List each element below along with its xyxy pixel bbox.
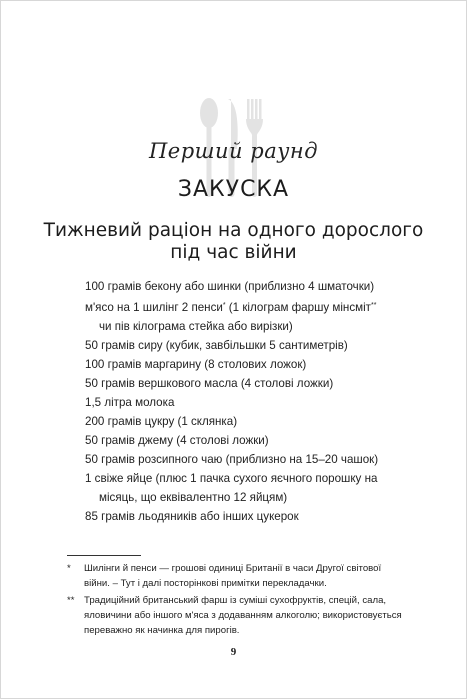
footnote <box>67 593 407 638</box>
ration-item-text: 50 грамів джему (4 столові ложки) <box>85 434 269 447</box>
ration-item-continuation: місяць, що еквівалентно 12 яйцям) <box>99 491 288 504</box>
ration-item-text: м'ясо на 1 шилінг 2 пенси <box>85 301 223 314</box>
ration-item-text: 1 свіже яйце (плюс 1 пачка сухого яєчного порошку на <box>85 472 378 485</box>
ration-item <box>85 374 415 393</box>
round-title: Перший раунд <box>148 139 319 163</box>
ration-item <box>85 296 415 336</box>
ration-item-text: 1,5 літра молока <box>85 396 175 409</box>
footnote-mark: * <box>67 563 71 574</box>
ration-item <box>85 355 415 374</box>
footnote-ref: * <box>222 302 226 309</box>
ration-item <box>85 507 415 526</box>
ration-list <box>85 277 415 526</box>
ration-item-text: 85 грамів льодяників або інших цукерок <box>85 510 299 523</box>
ration-item <box>85 393 415 412</box>
ration-item-text: 50 грамів сиру (кубик, завбільшки 5 сантиметрів) <box>85 339 348 352</box>
footnote-text: Шилінги й пенси — грошові одиниці Британії в часи Другої світової війни. – Тут і далі посторінкові примітки перекладачки. <box>84 563 382 589</box>
ration-item <box>85 336 415 355</box>
ration-item-continuation: чи пів кілограма стейка або вирізки) <box>99 320 293 333</box>
page-number: 9 <box>230 646 237 658</box>
footnote-ref: ** <box>371 302 377 309</box>
ration-item <box>85 469 415 507</box>
ration-item-text-after: (1 кілограм фаршу мінсміт <box>225 301 371 314</box>
section-title: ЗАКУСКА <box>177 177 290 202</box>
ration-item <box>85 277 415 296</box>
footnote <box>67 561 407 591</box>
footnote-mark: ** <box>67 595 75 606</box>
footnote-divider <box>67 555 141 556</box>
ration-item-text: 100 грамів маргарину (8 столових ложок) <box>85 358 307 371</box>
ration-item-text: 200 грамів цукру (1 склянка) <box>85 415 238 428</box>
headline-line-1: Тижневий раціон на одного дорослого <box>43 220 424 241</box>
headline-line-2: під час війни <box>170 242 297 263</box>
ration-item <box>85 450 415 469</box>
ration-item-text: 100 грамів бекону або шинки (приблизно 4 шматочки) <box>85 280 375 293</box>
footnote-text: Традиційний британський фарш із суміші сухофруктів, спецій, сала, яловичини або іншого м'яса з додаванням алкоголю; використовується переважно як начинка для пирогів. <box>84 595 402 636</box>
ration-item-text: 50 грамів розсипного чаю (приблизно на 15–20 чашок) <box>85 453 379 466</box>
recipe-headline <box>41 220 426 264</box>
ration-item <box>85 412 415 431</box>
ration-item <box>85 431 415 450</box>
ration-item-text: 50 грамів вершкового масла (4 столові ложки) <box>85 377 334 390</box>
